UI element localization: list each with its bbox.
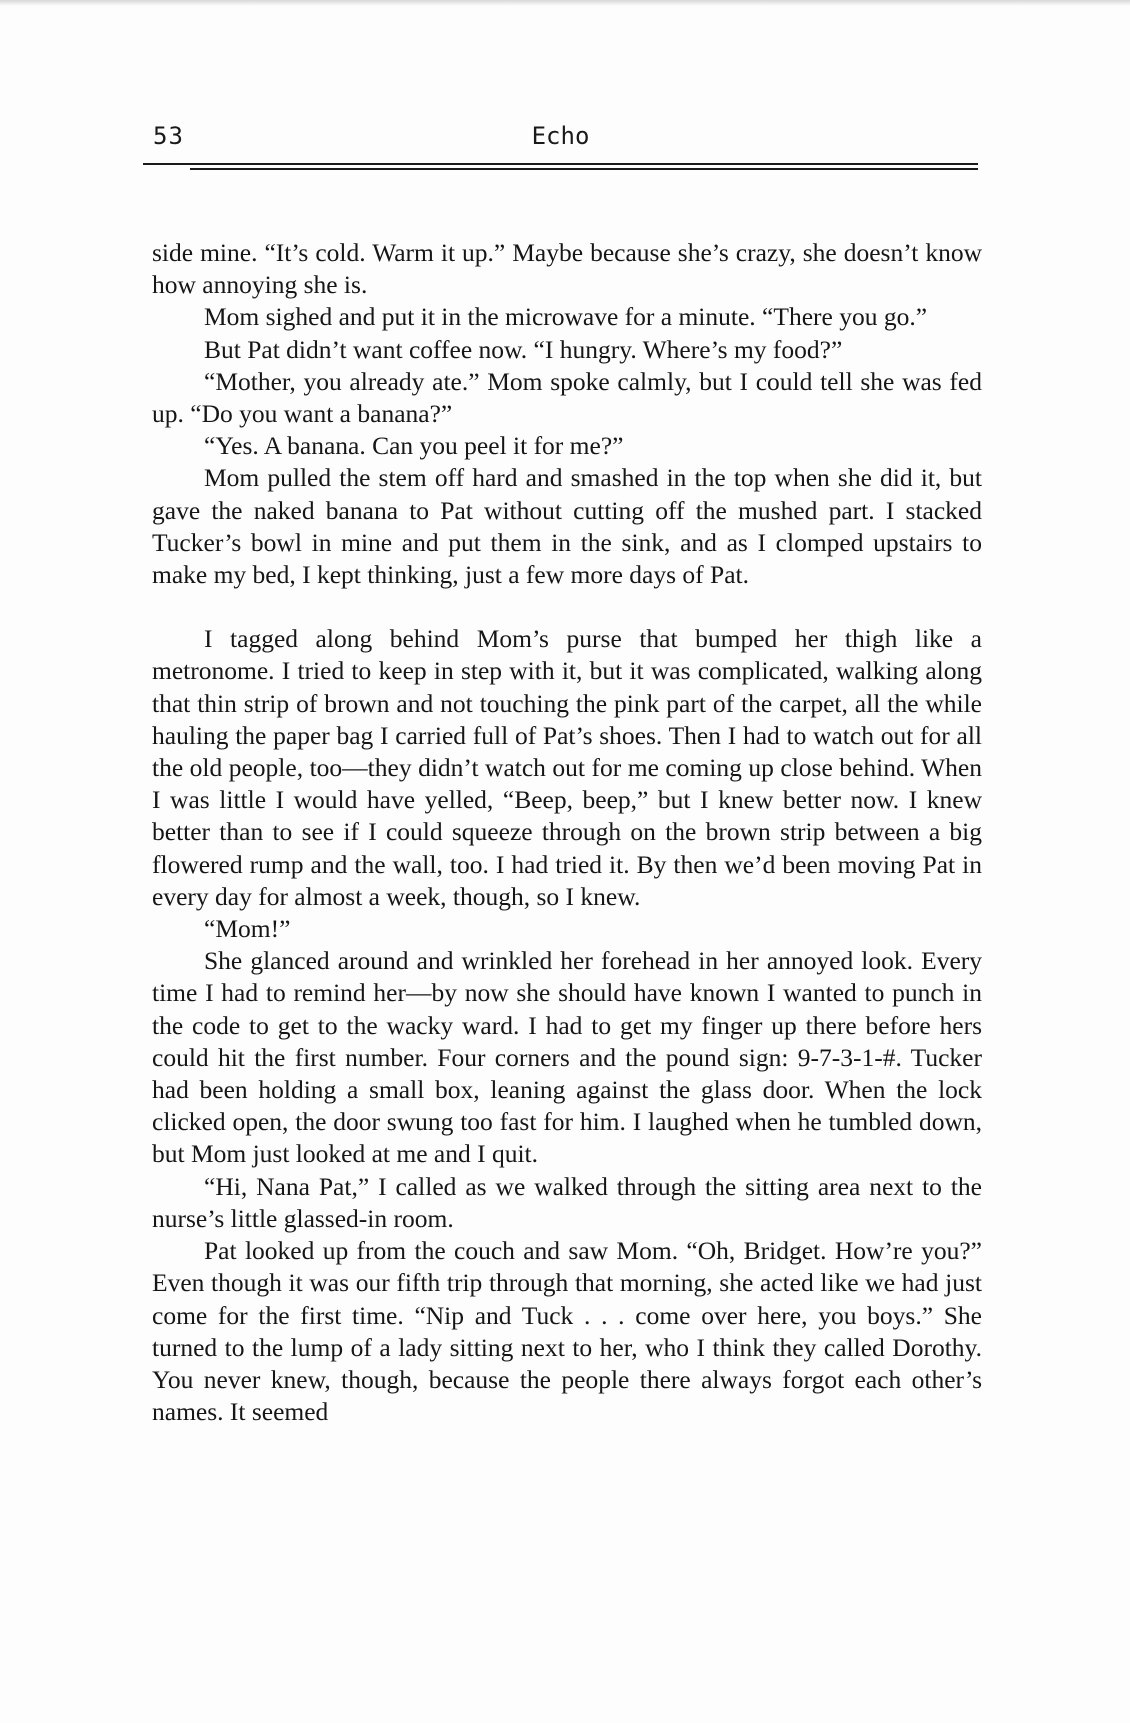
paragraph: She glanced around and wrinkled her forehead in her annoyed look. Every time I had to remind her—by now she should have known I wanted to punch in the code to get to the wacky ward. I had to get my finger up there before hers could hit the first number. Four corners and the pound sign: 9-7-3-1-#. Tucker had been holding a small box, leaning against the glass door. When the lock clicked open, the door swung too fast for him. I laughed when he tumbled down, but Mom just looked at me and I quit.	[152, 946, 982, 1169]
page-number: 53	[153, 122, 184, 150]
paragraph: I tagged along behind Mom’s purse that bumped her thigh like a metronome. I tried to keep in step with it, but it was complicated, walking along that thin strip of brown and not touching the pink part of the carpet, all the while hauling the paper bag I carried full of Pat’s shoes. Then I had to watch out for all the old people, too—they didn’t watch out for me coming up close behind. When I was little I would have yelled, “Beep, beep,” but I knew better now. I knew better than to see if I could squeeze through on the brown strip between a big flowered rump and the wall, too. I had tried it. By then we’d been moving Pat in every day for almost a week, though, so I knew.	[152, 624, 982, 911]
paragraph: Pat looked up from the couch and saw Mom. “Oh, Bridget. How’re you?” Even though it was our fifth trip through that morning, she acted like we had just come for the first time. “Nip and Tuck . . . come over here, you boys.” She turned to the lump of a lady sitting next to her, who I think they called Dorothy. You never knew, though, because the people there always forgot each other’s names. It seemed	[152, 1236, 982, 1427]
paragraph: “Yes. A banana. Can you peel it for me?”	[204, 431, 624, 461]
paragraph: But Pat didn’t want coffee now. “I hungry. Where’s my food?”	[204, 334, 843, 364]
header-rule-thin	[190, 168, 978, 170]
header-rule-thick	[143, 163, 978, 165]
paragraph: side mine. “It’s cold. Warm it up.” Maybe because she’s crazy, she doesn’t know how annoying she is.	[152, 238, 982, 300]
paragraph: Mom sighed and put it in the microwave for a minute. “There you go.”	[204, 302, 928, 332]
running-title: Echo	[531, 122, 590, 150]
paragraph: “Mom!”	[204, 914, 291, 944]
page-edge-shadow	[0, 0, 1130, 6]
paragraph: “Mother, you already ate.” Mom spoke calmly, but I could tell she was fed up. “Do you want a banana?”	[152, 366, 982, 429]
section-break	[152, 591, 982, 623]
page-header	[143, 122, 978, 156]
paragraph: Mom pulled the stem off hard and smashed in the top when she did it, but gave the naked banana to Pat without cutting off the mushed part. I stacked Tucker’s bowl in mine and put them in the sink, and as I clomped upstairs to make my bed, I kept thinking, just a few more days of Pat.	[152, 463, 982, 590]
body-text	[152, 237, 982, 1428]
paragraph: “Hi, Nana Pat,” I called as we walked through the sitting area next to the nurse’s little glassed-in room.	[152, 1171, 982, 1233]
